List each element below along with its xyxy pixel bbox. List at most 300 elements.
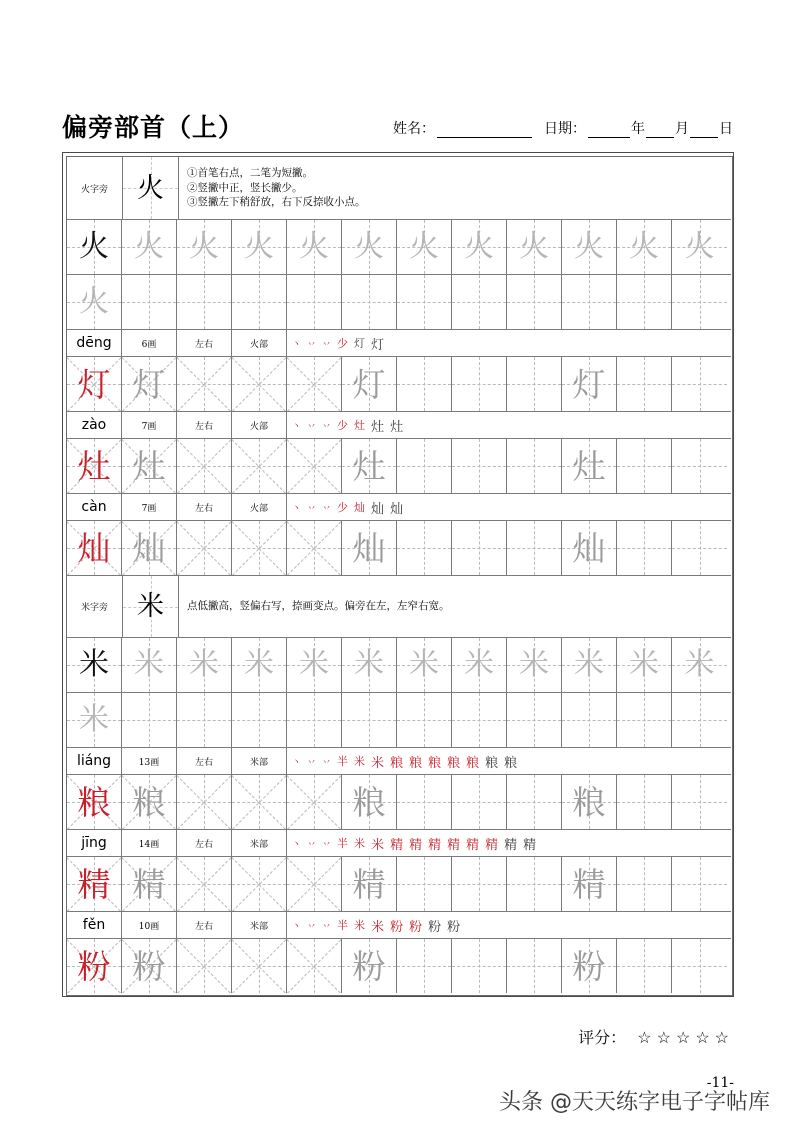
guide-horizontal (287, 884, 341, 885)
practice-cell[interactable] (122, 939, 177, 993)
model-character: 粉 (77, 946, 111, 986)
stroke-step: 丷 (307, 757, 319, 768)
practice-cell[interactable] (452, 521, 507, 575)
practice-cell[interactable] (397, 220, 452, 274)
practice-cell[interactable] (67, 693, 122, 747)
practice-cell[interactable] (287, 439, 342, 493)
practice-character: 火 (409, 229, 439, 264)
practice-cell[interactable] (452, 638, 507, 692)
practice-cell[interactable] (397, 693, 452, 747)
practice-cell[interactable] (452, 939, 507, 993)
guide-vertical (534, 439, 535, 493)
trace-character: 粮 (352, 782, 386, 822)
practice-row (67, 774, 731, 829)
guide-horizontal (617, 384, 671, 385)
guide-vertical (259, 775, 260, 829)
practice-cell[interactable] (507, 939, 562, 993)
guide-horizontal (452, 720, 506, 721)
practice-cell[interactable] (232, 357, 287, 411)
guide-horizontal (177, 548, 231, 549)
guide-horizontal (397, 466, 451, 467)
radical-header-row (67, 157, 731, 219)
stroke-order-cell (287, 912, 731, 938)
practice-cell[interactable] (122, 693, 177, 747)
practice-cell[interactable] (562, 857, 617, 911)
practice-cell[interactable] (672, 357, 727, 411)
practice-cell[interactable] (397, 521, 452, 575)
practice-cell[interactable] (397, 775, 452, 829)
practice-cell[interactable] (397, 638, 452, 692)
day-unit: 日 (719, 121, 733, 137)
practice-cell[interactable] (452, 693, 507, 747)
guide-vertical (700, 693, 701, 747)
practice-cell[interactable] (562, 439, 617, 493)
stroke-step: 丷 (307, 339, 319, 350)
guide-horizontal (342, 720, 396, 721)
guide-vertical (644, 439, 645, 493)
guide-vertical (204, 693, 205, 747)
practice-cell[interactable] (122, 638, 177, 692)
stroke-step: 粉 (428, 919, 444, 935)
practice-cell[interactable] (122, 357, 177, 411)
stroke-step: 灿 (371, 501, 387, 517)
practice-cell[interactable] (562, 220, 617, 274)
practice-cell[interactable] (342, 857, 397, 911)
guide-vertical (259, 857, 260, 911)
stroke-step: 精 (485, 837, 501, 853)
practice-cell[interactable] (672, 939, 727, 993)
guide-vertical (424, 857, 425, 911)
practice-cell[interactable] (617, 275, 672, 329)
practice-cell[interactable] (287, 857, 342, 911)
stroke-step: 少 (337, 419, 351, 432)
practice-cell[interactable] (67, 521, 122, 575)
radical-instructions (179, 576, 731, 637)
guide-diagonal-down (232, 357, 286, 411)
guide-horizontal (507, 466, 561, 467)
stroke-count-cell: 6画 (122, 330, 177, 356)
practice-cell[interactable] (287, 693, 342, 747)
guide-vertical (479, 775, 480, 829)
practice-cell[interactable] (67, 357, 122, 411)
practice-cell[interactable] (397, 939, 452, 993)
guide-diagonal-up (177, 521, 231, 575)
practice-cell[interactable] (672, 439, 727, 493)
practice-cell[interactable] (452, 357, 507, 411)
guide-vertical (534, 693, 535, 747)
guide-vertical (149, 693, 150, 747)
stroke-step: 粮 (428, 755, 444, 771)
practice-cell[interactable] (287, 220, 342, 274)
score-area (0, 1025, 734, 1048)
practice-character: 米 (79, 647, 109, 682)
practice-cell[interactable] (177, 275, 232, 329)
practice-sheet (62, 152, 734, 997)
structure-cell: 左右 (177, 748, 232, 774)
guide-horizontal (397, 548, 451, 549)
practice-cell[interactable] (452, 275, 507, 329)
pinyin-cell: jīng (67, 830, 122, 856)
practice-cell[interactable] (507, 857, 562, 911)
stroke-step: 半 (337, 755, 351, 768)
guide-diagonal-down (287, 857, 341, 911)
practice-cell[interactable] (232, 638, 287, 692)
practice-cell[interactable] (452, 775, 507, 829)
page-title: 偏旁部首（上） (62, 113, 245, 142)
guide-vertical (259, 693, 260, 747)
name-input-line[interactable] (437, 125, 532, 138)
practice-cell[interactable] (397, 857, 452, 911)
guide-vertical (424, 693, 425, 747)
practice-cell[interactable] (617, 357, 672, 411)
practice-cell[interactable] (342, 357, 397, 411)
stroke-step: 丷 (322, 503, 334, 514)
practice-cell[interactable] (177, 775, 232, 829)
stroke-step: 丷 (307, 503, 319, 514)
trace-character: 粉 (572, 946, 606, 986)
practice-cell[interactable] (397, 439, 452, 493)
practice-character: 火 (189, 229, 219, 264)
practice-cell[interactable] (122, 857, 177, 911)
guide-vertical (424, 775, 425, 829)
practice-character: 火 (464, 229, 494, 264)
guide-vertical (644, 775, 645, 829)
stroke-step: 半 (337, 837, 351, 850)
guide-horizontal (287, 720, 341, 721)
practice-cell[interactable] (452, 857, 507, 911)
guide-diagonal-up (287, 857, 341, 911)
stroke-step: 粮 (504, 755, 520, 771)
stroke-step: 精 (390, 837, 406, 853)
score-stars[interactable]: ☆☆☆☆☆ (637, 1028, 734, 1047)
guide-vertical (700, 439, 701, 493)
practice-cell[interactable] (232, 857, 287, 911)
practice-cell[interactable] (177, 521, 232, 575)
practice-character: 火 (299, 229, 329, 264)
practice-cell[interactable] (672, 857, 727, 911)
trace-character: 灯 (352, 364, 386, 404)
practice-cell[interactable] (672, 693, 727, 747)
trace-character: 粉 (132, 946, 166, 986)
practice-cell[interactable] (562, 521, 617, 575)
practice-cell[interactable] (562, 775, 617, 829)
practice-character: 米 (134, 647, 164, 682)
guide-diagonal-up (232, 939, 286, 993)
guide-diagonal-up (287, 521, 341, 575)
practice-cell[interactable] (122, 275, 177, 329)
guide-vertical (314, 521, 315, 575)
character-info-row (67, 493, 731, 520)
practice-cell[interactable] (177, 939, 232, 993)
guide-horizontal (287, 384, 341, 385)
practice-cell[interactable] (67, 857, 122, 911)
practice-cell[interactable] (562, 939, 617, 993)
practice-cell[interactable] (507, 775, 562, 829)
practice-cell[interactable] (287, 775, 342, 829)
practice-character: 米 (409, 647, 439, 682)
guide-horizontal (287, 548, 341, 549)
practice-rows (67, 157, 731, 994)
practice-cell[interactable] (562, 693, 617, 747)
practice-cell[interactable] (617, 857, 672, 911)
stroke-step: 少 (337, 501, 351, 514)
practice-cell[interactable] (177, 357, 232, 411)
guide-vertical (479, 521, 480, 575)
guide-horizontal (562, 720, 616, 721)
practice-cell[interactable] (287, 275, 342, 329)
guide-vertical (644, 275, 645, 329)
practice-character: 火 (354, 229, 384, 264)
stroke-step: 米 (354, 919, 368, 932)
practice-cell[interactable] (342, 939, 397, 993)
guide-vertical (259, 939, 260, 993)
guide-vertical (424, 439, 425, 493)
trace-character: 灯 (572, 364, 606, 404)
practice-cell[interactable] (342, 439, 397, 493)
practice-cell[interactable] (67, 439, 122, 493)
practice-cell[interactable] (122, 439, 177, 493)
stroke-step: 丷 (322, 839, 334, 850)
practice-cell[interactable] (672, 638, 727, 692)
score-label: 评分： (578, 1028, 627, 1047)
guide-vertical (479, 857, 480, 911)
guide-horizontal (672, 302, 727, 303)
guide-vertical (424, 357, 425, 411)
practice-cell[interactable] (617, 521, 672, 575)
guide-diagonal-down (177, 857, 231, 911)
practice-cell[interactable] (342, 220, 397, 274)
guide-vertical (314, 439, 315, 493)
guide-vertical (259, 357, 260, 411)
practice-cell[interactable] (397, 357, 452, 411)
practice-cell[interactable] (177, 638, 232, 692)
practice-cell[interactable] (177, 220, 232, 274)
practice-cell[interactable] (342, 638, 397, 692)
practice-cell[interactable] (397, 275, 452, 329)
guide-horizontal (287, 802, 341, 803)
practice-cell[interactable] (232, 521, 287, 575)
practice-cell[interactable] (452, 220, 507, 274)
guide-horizontal (397, 384, 451, 385)
guide-horizontal (672, 966, 727, 967)
stroke-step: 米 (371, 919, 387, 935)
practice-cell[interactable] (287, 357, 342, 411)
guide-horizontal (617, 466, 671, 467)
page-header (62, 100, 734, 140)
stroke-step: 米 (371, 755, 387, 771)
day-input-line[interactable] (690, 125, 718, 138)
name-label: 姓名： (393, 121, 435, 137)
guide-vertical (259, 521, 260, 575)
practice-cell[interactable] (232, 775, 287, 829)
guide-horizontal (452, 802, 506, 803)
guide-horizontal (177, 466, 231, 467)
practice-cell[interactable] (507, 439, 562, 493)
radical-name-cell (67, 576, 123, 637)
trace-character: 粉 (352, 946, 386, 986)
practice-cell[interactable] (177, 693, 232, 747)
practice-cell[interactable] (617, 638, 672, 692)
stroke-step: 粉 (447, 919, 463, 935)
practice-cell[interactable] (507, 275, 562, 329)
practice-cell[interactable] (122, 775, 177, 829)
practice-cell[interactable] (177, 439, 232, 493)
guide-horizontal (397, 302, 451, 303)
stroke-order-cell (287, 412, 731, 438)
guide-diagonal-up (287, 939, 341, 993)
stroke-step: 精 (428, 837, 444, 853)
month-input-line[interactable] (646, 125, 674, 138)
stroke-step: 米 (354, 755, 368, 768)
guide-diagonal-down (232, 939, 286, 993)
practice-character: 火 (79, 229, 109, 264)
stroke-step: 丷 (322, 757, 334, 768)
practice-cell[interactable] (67, 220, 122, 274)
practice-cell[interactable] (67, 638, 122, 692)
radical-glyph-cell (123, 576, 179, 637)
guide-vertical (314, 775, 315, 829)
model-character: 灿 (77, 528, 111, 568)
practice-row (67, 692, 731, 747)
practice-cell[interactable] (672, 521, 727, 575)
practice-character: 米 (354, 647, 384, 682)
guide-horizontal (452, 884, 506, 885)
guide-horizontal (507, 548, 561, 549)
practice-cell[interactable] (507, 220, 562, 274)
stroke-step: 灶 (371, 419, 387, 435)
instruction-line: ③竖撇左下稍舒放，右下反捺收小点。 (187, 196, 366, 209)
guide-diagonal-up (177, 857, 231, 911)
practice-cell[interactable] (342, 693, 397, 747)
trace-character: 精 (572, 864, 606, 904)
practice-cell[interactable] (507, 638, 562, 692)
stroke-step: 粮 (447, 755, 463, 771)
trace-character: 灯 (132, 364, 166, 404)
year-unit: 年 (631, 121, 645, 137)
guide-horizontal (507, 302, 561, 303)
practice-cell[interactable] (232, 439, 287, 493)
guide-horizontal (287, 966, 341, 967)
stroke-step: 丶 (292, 757, 304, 768)
practice-cell[interactable] (122, 521, 177, 575)
guide-horizontal (397, 884, 451, 885)
guide-vertical (589, 275, 590, 329)
guide-horizontal (617, 966, 671, 967)
stroke-step: 灶 (354, 419, 368, 432)
practice-cell[interactable] (562, 357, 617, 411)
stroke-step: 精 (447, 837, 463, 853)
practice-cell[interactable] (342, 775, 397, 829)
guide-vertical (700, 275, 701, 329)
guide-horizontal (507, 966, 561, 967)
guide-horizontal (397, 966, 451, 967)
guide-diagonal-down (177, 939, 231, 993)
guide-vertical (700, 939, 701, 993)
radical-glyph-cell (123, 157, 179, 219)
guide-diagonal-down (177, 521, 231, 575)
guide-diagonal-up (287, 439, 341, 493)
stroke-step: 粮 (466, 755, 482, 771)
practice-cell[interactable] (617, 439, 672, 493)
practice-cell[interactable] (617, 220, 672, 274)
practice-cell[interactable] (342, 521, 397, 575)
stroke-step: 米 (371, 837, 387, 853)
guide-horizontal (672, 548, 727, 549)
practice-character: 火 (629, 229, 659, 264)
practice-cell[interactable] (672, 220, 727, 274)
trace-character: 精 (352, 864, 386, 904)
practice-cell[interactable] (287, 939, 342, 993)
practice-cell[interactable] (507, 693, 562, 747)
stroke-step: 灯 (354, 337, 368, 350)
stroke-step: 灯 (371, 337, 387, 353)
practice-cell[interactable] (232, 939, 287, 993)
guide-horizontal (672, 884, 727, 885)
practice-cell[interactable] (672, 775, 727, 829)
practice-cell[interactable] (507, 521, 562, 575)
practice-cell[interactable] (507, 357, 562, 411)
practice-cell[interactable] (672, 275, 727, 329)
practice-cell[interactable] (562, 275, 617, 329)
guide-vertical (700, 775, 701, 829)
guide-vertical (369, 693, 370, 747)
guide-vertical (534, 275, 535, 329)
radical-glyph: 米 (137, 591, 164, 622)
page-number: -11- (706, 1075, 734, 1091)
guide-horizontal (672, 466, 727, 467)
radical-name-label: 米字旁 (80, 603, 108, 613)
guide-diagonal-down (287, 439, 341, 493)
practice-cell[interactable] (232, 275, 287, 329)
practice-cell[interactable] (562, 638, 617, 692)
stroke-step: 粉 (409, 919, 425, 935)
guide-vertical (479, 275, 480, 329)
practice-cell[interactable] (122, 220, 177, 274)
stroke-order-cell (287, 748, 731, 774)
practice-cell[interactable] (67, 775, 122, 829)
guide-horizontal (672, 384, 727, 385)
guide-vertical (204, 939, 205, 993)
practice-cell[interactable] (287, 638, 342, 692)
stroke-count-cell: 14画 (122, 830, 177, 856)
guide-diagonal-down (177, 357, 231, 411)
character-info-row (67, 911, 731, 938)
guide-vertical (149, 275, 150, 329)
structure-cell: 左右 (177, 330, 232, 356)
practice-cell[interactable] (287, 521, 342, 575)
practice-cell[interactable] (617, 939, 672, 993)
practice-cell[interactable] (232, 220, 287, 274)
guide-horizontal (617, 548, 671, 549)
guide-horizontal (397, 802, 451, 803)
practice-cell[interactable] (67, 939, 122, 993)
practice-cell[interactable] (617, 775, 672, 829)
stroke-step: 少 (337, 337, 351, 350)
practice-cell[interactable] (342, 275, 397, 329)
trace-character: 灿 (572, 528, 606, 568)
practice-cell[interactable] (452, 439, 507, 493)
practice-cell[interactable] (177, 857, 232, 911)
year-input-line[interactable] (588, 125, 630, 138)
practice-cell[interactable] (67, 275, 122, 329)
trace-character: 灶 (132, 446, 166, 486)
guide-diagonal-down (177, 775, 231, 829)
practice-row (67, 520, 731, 575)
practice-cell[interactable] (232, 693, 287, 747)
trace-character: 灶 (572, 446, 606, 486)
guide-horizontal (672, 802, 727, 803)
practice-cell[interactable] (617, 693, 672, 747)
